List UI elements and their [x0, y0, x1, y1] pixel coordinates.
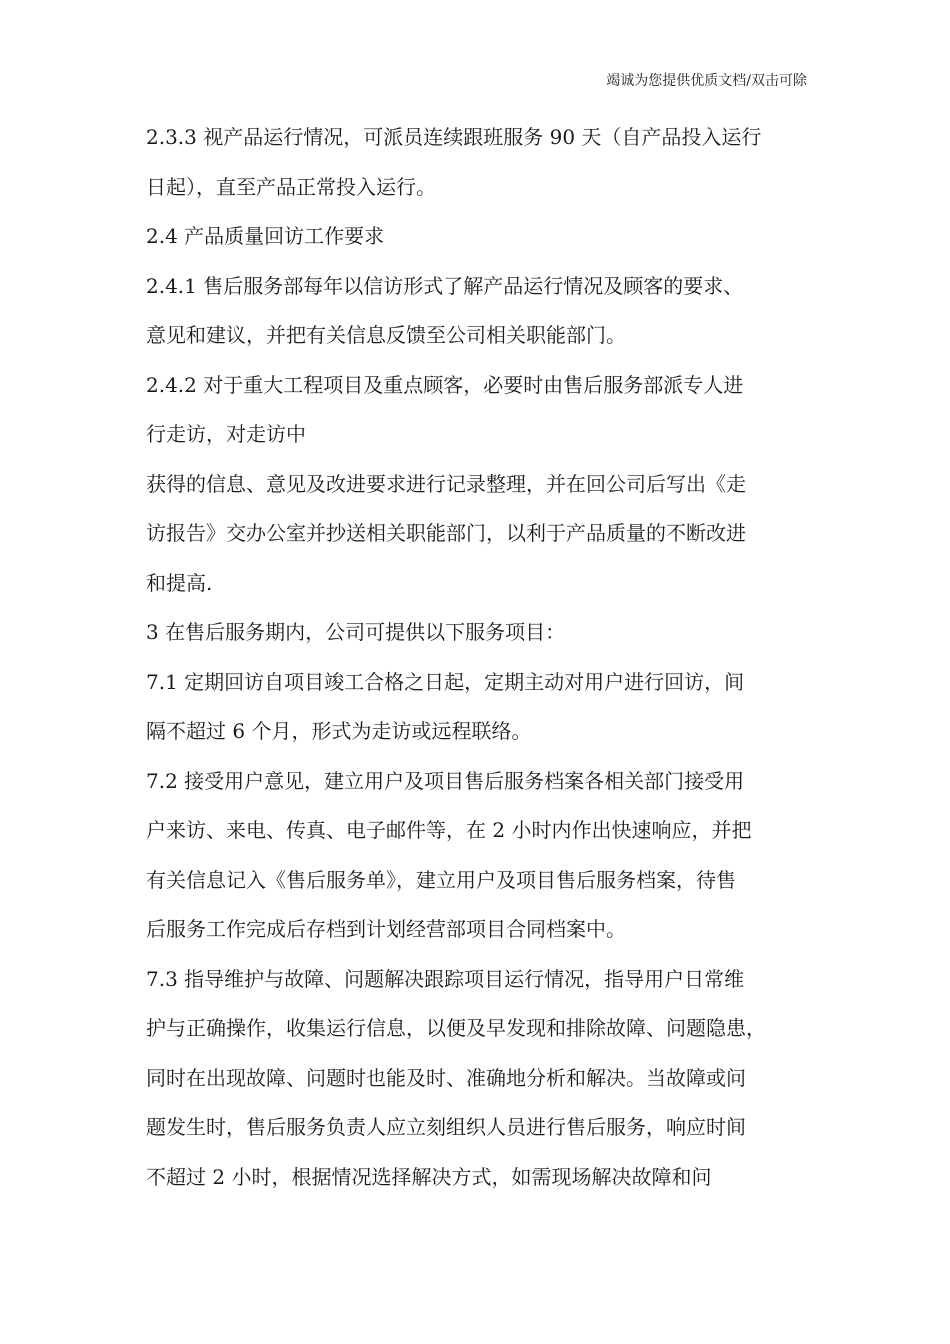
- text-line: 同时在出现故障、问题时也能及时、准确地分析和解决。当故障或问: [146, 1065, 746, 1090]
- text-line: 2.4.2 对于重大工程项目及重点顾客，必要时由售后服务部派专人进: [146, 372, 744, 397]
- text-line: 和提高.: [146, 570, 213, 595]
- text-line: 隔不超过 6 个月，形式为走访或远程联络。: [146, 719, 532, 743]
- text-line: 户来访、来电、传真、电子邮件等，在 2 小时内作出快速响应，并把: [146, 818, 752, 842]
- text-line: 护与正确操作，收集运行信息，以便及早发现和排除故障、问题隐患，: [146, 1016, 766, 1040]
- document-body: [146, 117, 806, 1206]
- header-note: 竭诚为您提供优质文档/双击可除: [606, 73, 807, 89]
- text-line: 后服务工作完成后存档到计划经营部项目合同档案中。: [146, 917, 626, 941]
- text-line: 有关信息记入《售后服务单》，建立用户及项目售后服务档案，待售: [146, 867, 736, 892]
- text-line: 日起），直至产品正常投入运行。: [146, 174, 436, 199]
- text-line: 行走访，对走访中: [146, 422, 306, 446]
- text-line: 7.3 指导维护与故障、问题解决跟踪项目运行情况，指导用户日常维: [146, 966, 745, 991]
- text-line: 2.3.3 视产品运行情况，可派员连续跟班服务 90 天（自产品投入运行: [146, 125, 762, 149]
- section-heading: 2.4 产品质量回访工作要求: [146, 224, 385, 248]
- text-line: 访报告》交办公室并抄送相关职能部门，以利于产品质量的不断改进: [146, 521, 746, 545]
- text-line: 不超过 2 小时，根据情况选择解决方式，如需现场解决故障和问: [146, 1164, 712, 1189]
- text-line: 7.1 定期回访自项目竣工合格之日起，定期主动对用户进行回访，间: [146, 669, 745, 694]
- text-line: 题发生时，售后服务负责人应立刻组织人员进行售后服务，响应时间: [146, 1115, 746, 1139]
- section-heading: 3 在售后服务期内，公司可提供以下服务项目：: [146, 620, 566, 644]
- text-line: 获得的信息、意见及改进要求进行记录整理，并在回公司后写出《走: [146, 471, 746, 496]
- text-line: 2.4.1 售后服务部每年以信访形式了解产品运行情况及顾客的要求、: [146, 273, 744, 298]
- text-line: 7.2 接受用户意见，建立用户及项目售后服务档案各相关部门接受用: [146, 768, 745, 793]
- text-line: 意见和建议，并把有关信息反馈至公司相关职能部门。: [146, 323, 626, 347]
